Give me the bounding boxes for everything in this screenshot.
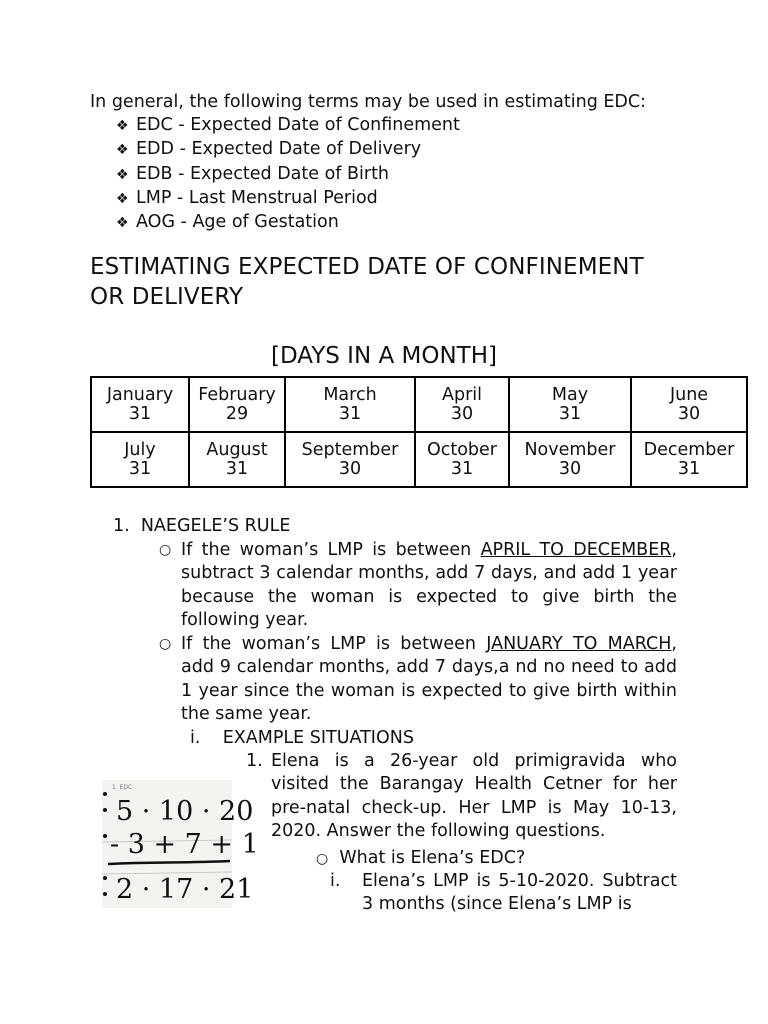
table-cell: September 30: [285, 432, 415, 487]
term-item: ❖ EDC - Expected Date of Confinement: [116, 114, 646, 138]
intro-lead: In general, the following terms may be used in estimating EDC:: [90, 92, 647, 112]
table-cell: February 29: [189, 377, 285, 432]
term-item: ❖ EDB - Expected Date of Birth: [116, 163, 646, 187]
section-heading: ESTIMATING EXPECTED DATE OF CONFINEMENT OR DELIVERY: [90, 254, 644, 310]
circle-bullet-icon: ○: [159, 542, 172, 558]
table-cell: January 31: [91, 377, 189, 432]
table-cell: May 31: [509, 377, 631, 432]
example-situation-text: Elena is a 26-year old primigravida who visited the Barangay Health Cetner for her pre-natal check-up. Her LMP is May 10-13, 2020. Answer the following questions.: [271, 751, 677, 841]
diamond-bullet-icon: ❖: [116, 215, 129, 232]
table-cell: April 30: [415, 377, 509, 432]
rule-title: 1. NAEGELE’S RULE: [113, 516, 291, 536]
example-number: 1.: [246, 751, 263, 771]
terms-list: [90, 114, 646, 235]
table-cell: December 31: [631, 432, 747, 487]
table-cell: August 31: [189, 432, 285, 487]
table-cell: June 30: [631, 377, 747, 432]
table-title: [DAYS IN A MONTH]: [270, 343, 497, 369]
answer-numeral: i.: [330, 871, 341, 891]
photo-caption: 1. EDC: [112, 784, 133, 791]
diamond-bullet-icon: ❖: [116, 118, 129, 134]
days-in-month-table: [90, 376, 748, 488]
term-item: ❖ LMP - Last Menstrual Period: [116, 187, 646, 211]
handwritten-line-2: - 3 + 7 + 1: [110, 829, 259, 860]
circle-bullet-icon: ○: [316, 851, 329, 867]
term-item: ❖ AOG - Age of Gestation: [116, 211, 646, 235]
table-cell: November 30: [509, 432, 631, 487]
rule-case-january-march: If the woman’s LMP is between JANUARY TO MARCH, add 9 calendar months, add 7 days,a nd no need to add 1 year since the woman is expected to give birth within the same year.: [181, 634, 677, 724]
circle-bullet-icon: ○: [159, 636, 172, 652]
table-row: [91, 432, 747, 487]
examples-heading: i. EXAMPLE SITUATIONS: [190, 728, 414, 748]
table-cell: October 31: [415, 432, 509, 487]
diamond-bullet-icon: ❖: [116, 166, 129, 183]
handwriting-drawing: [102, 780, 259, 908]
table-row: [91, 377, 747, 432]
rule-case-april-december: If the woman’s LMP is between APRIL TO DECEMBER, subtract 3 calendar months, add 7 days, and add 1 year because the woman is expected to give birth the following year.: [181, 540, 677, 630]
handwritten-line-3: 2 · 17 · 21: [116, 874, 254, 905]
answer-text: Elena’s LMP is 5-10-2020. Subtract 3 months (since Elena’s LMP is: [362, 871, 677, 915]
handwritten-line-1: 5 · 10 · 20: [116, 796, 254, 827]
table-cell: March 31: [285, 377, 415, 432]
table-cell: July 31: [91, 432, 189, 487]
diamond-bullet-icon: ❖: [116, 142, 129, 159]
handwritten-calculation-image: [102, 780, 259, 908]
intro-section: [90, 91, 646, 235]
question-line: ○ What is Elena’s EDC?: [316, 848, 526, 868]
term-item: ❖ EDD - Expected Date of Delivery: [116, 138, 646, 162]
diamond-bullet-icon: ❖: [116, 190, 129, 207]
